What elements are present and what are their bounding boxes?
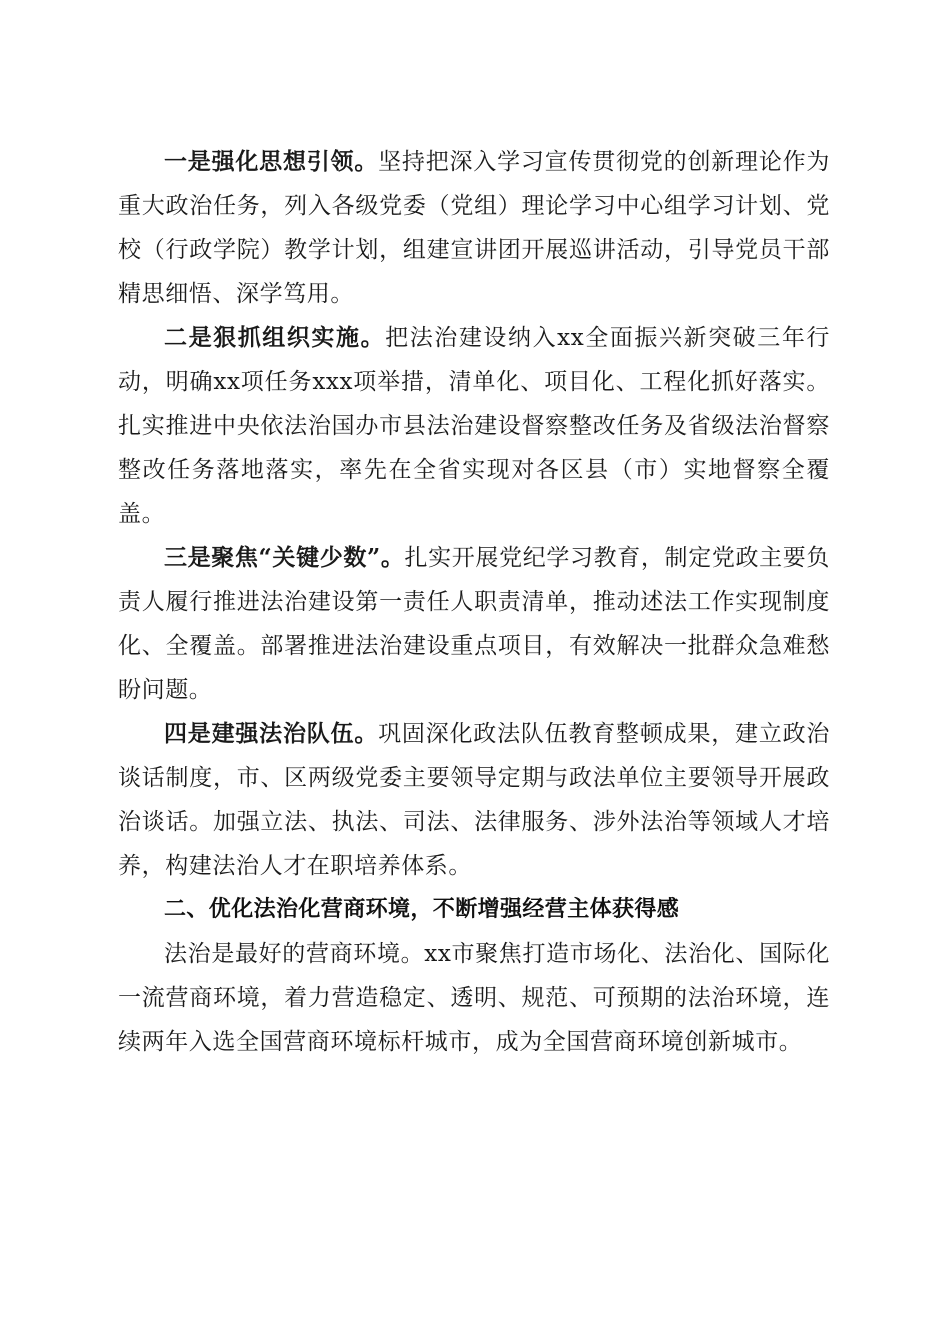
paragraph-legal-team — [118, 712, 830, 888]
paragraph-lead: 一是强化思想引领。 — [164, 148, 379, 175]
paragraph-text: 扎实开展党纪学习教育，制定党政主要负责人履行推进法治建设第一责任人职责清单，推动述法工作实现制度化、全覆盖。部署推进法治建设重点项目，有效解决一批群众急难愁盼问题。 — [118, 545, 830, 703]
paragraph-business-environment: 法治是最好的营商环境。xx市聚焦打造市场化、法治化、国际化一流营商环境，着力营造稳定、透明、规范、可预期的法治环境，连续两年入选全国营商环境标杆城市，成为全国营商环境创新城市。 — [118, 941, 830, 1055]
paragraph-text: 坚持把深入学习宣传贯彻党的创新理论作为重大政治任务，列入各级党委（党组）理论学习中心组学习计划、党校（行政学院）教学计划，组建宣讲团开展巡讲活动，引导党员干部精思细悟、深学笃用。 — [118, 149, 830, 307]
paragraph-lead: 四是建强法治队伍。 — [164, 720, 379, 747]
paragraph-text: 把法治建设纳入xx全面振兴新突破三年行动，明确xx项任务xxx项举措，清单化、项目化、工程化抓好落实。扎实推进中央依法治国办市县法治建设督察整改任务及省级法治督察整改任务落地落实，率先在全省实现对各区县（市）实地督察全覆盖。 — [118, 325, 830, 527]
document-body — [118, 140, 830, 1064]
paragraph-key-minority — [118, 536, 830, 712]
paragraph-strengthen-ideology — [118, 140, 830, 316]
paragraph-text: 巩固深化政法队伍教育整顿成果，建立政治谈话制度，市、区两级党委主要领导定期与政法单位主要领导开展政治谈话。加强立法、执法、司法、法律服务、涉外法治等领域人才培养，构建法治人才在职培养体系。 — [118, 721, 830, 879]
paragraph-lead: 二是狠抓组织实施。 — [164, 324, 386, 351]
section-heading: 二、优化法治化营商环境，不断增强经营主体获得感 — [164, 897, 680, 922]
paragraph-lead: 三是聚焦“关键少数”。 — [164, 544, 405, 571]
paragraph-organize-implementation — [118, 316, 830, 536]
